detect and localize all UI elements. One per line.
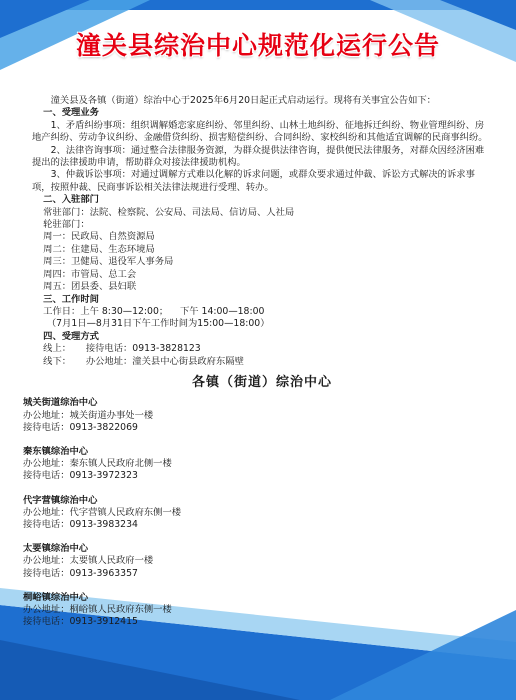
intro-text: 潼关县及各镇（街道）综治中心于2025年6月20日起正式启动运行。现将有关事宜公告如下： bbox=[50, 95, 436, 106]
center-name: 太要镇综治中心 bbox=[23, 543, 89, 555]
paragraph: 1、矛盾纠纷事项：组织调解婚恋家庭纠纷、邻里纠纷、山林土地纠纷、征地拆迁纠纷、物业管理纠纷、房地产纠纷、劳动争议纠纷、金融借贷纠纷、损害赔偿纠纷、合同纠纷、家校纠纷和其他适宜调解的民商事纠纷。 bbox=[32, 119, 488, 144]
center-address: 办公地址：城关街道办事处一楼 bbox=[23, 409, 154, 421]
paragraph: 3、仲裁诉讼事项：对通过调解方式难以化解的诉求问题，或群众要求通过仲裁、诉讼方式解决的诉求事项，按照仲裁、民商事诉讼相关法律法规进行受理、转办。 bbox=[32, 169, 475, 193]
rotation-item: 周五：团县委、县妇联 bbox=[43, 281, 137, 293]
center-block bbox=[23, 397, 492, 434]
section-heading: 四、受理方式 bbox=[43, 330, 99, 342]
rotating-label: 轮驻部门： bbox=[43, 219, 90, 231]
center-name: 秦东镇综治中心 bbox=[23, 445, 89, 457]
center-phone: 接待电话：0913-3963357 bbox=[23, 567, 138, 579]
center-phone: 接待电话：0913-3983234 bbox=[23, 518, 138, 530]
rotation-item: 周三：卫健局、退役军人事务局 bbox=[43, 256, 174, 268]
center-phone: 接待电话：0913-3822069 bbox=[23, 421, 138, 433]
center-address: 办公地址：秦东镇人民政府北侧一楼 bbox=[23, 458, 172, 470]
centers-title: 各镇（街道）综治中心 bbox=[191, 374, 332, 390]
center-name: 城关街道综治中心 bbox=[23, 397, 98, 409]
center-block bbox=[23, 446, 492, 483]
rotation-item: 周四：市管局、总工会 bbox=[43, 268, 137, 280]
section-heading: 一、受理业务 bbox=[43, 107, 99, 119]
section-heading: 三、工作时间 bbox=[43, 293, 99, 305]
offline-contact: 线下： 办公地址：潼关县中心街县政府东隔壁 bbox=[43, 355, 244, 367]
center-address: 办公地址：太要镇人民政府一楼 bbox=[23, 555, 154, 567]
center-phone: 接待电话：0913-3912415 bbox=[23, 616, 138, 628]
center-phone: 接待电话：0913-3972323 bbox=[23, 470, 138, 482]
paragraph: 2、法律咨询事项：通过整合法律服务资源，为群众提供法律咨询，提供便民法律服务，对群众因经济困难提出的法律援助申请，帮助群众对接法律援助机构。 bbox=[32, 144, 485, 169]
center-block bbox=[23, 592, 492, 629]
resident-departments: 常驻部门：法院、检察院、公安局、司法局、信访局、人社局 bbox=[43, 206, 295, 218]
online-contact: 线上： 接待电话：0913-3828123 bbox=[43, 343, 201, 355]
center-name: 桐峪镇综治中心 bbox=[23, 591, 89, 603]
center-block bbox=[23, 543, 492, 580]
rotation-item: 周一：民政局、自然资源局 bbox=[43, 231, 155, 243]
center-block bbox=[23, 495, 492, 532]
center-address: 办公地址：代字营镇人民政府东侧一楼 bbox=[23, 506, 182, 518]
work-hours: 工作日：上午 8:30—12:00； 下午 14:00—18:00 bbox=[43, 305, 265, 317]
center-address: 办公地址：桐峪镇人民政府东侧一楼 bbox=[23, 603, 172, 615]
page-title: 潼关县综治中心规范化运行公告 bbox=[75, 31, 440, 60]
summer-hours: （7月1日—8月31日下午工作时间为15:00—18:00） bbox=[46, 318, 270, 330]
section-heading: 二、入驻部门 bbox=[43, 194, 99, 206]
notice-body bbox=[23, 95, 492, 640]
center-name: 代字营镇综治中心 bbox=[23, 494, 98, 506]
rotation-item: 周二：住建局、生态环境局 bbox=[43, 243, 155, 255]
